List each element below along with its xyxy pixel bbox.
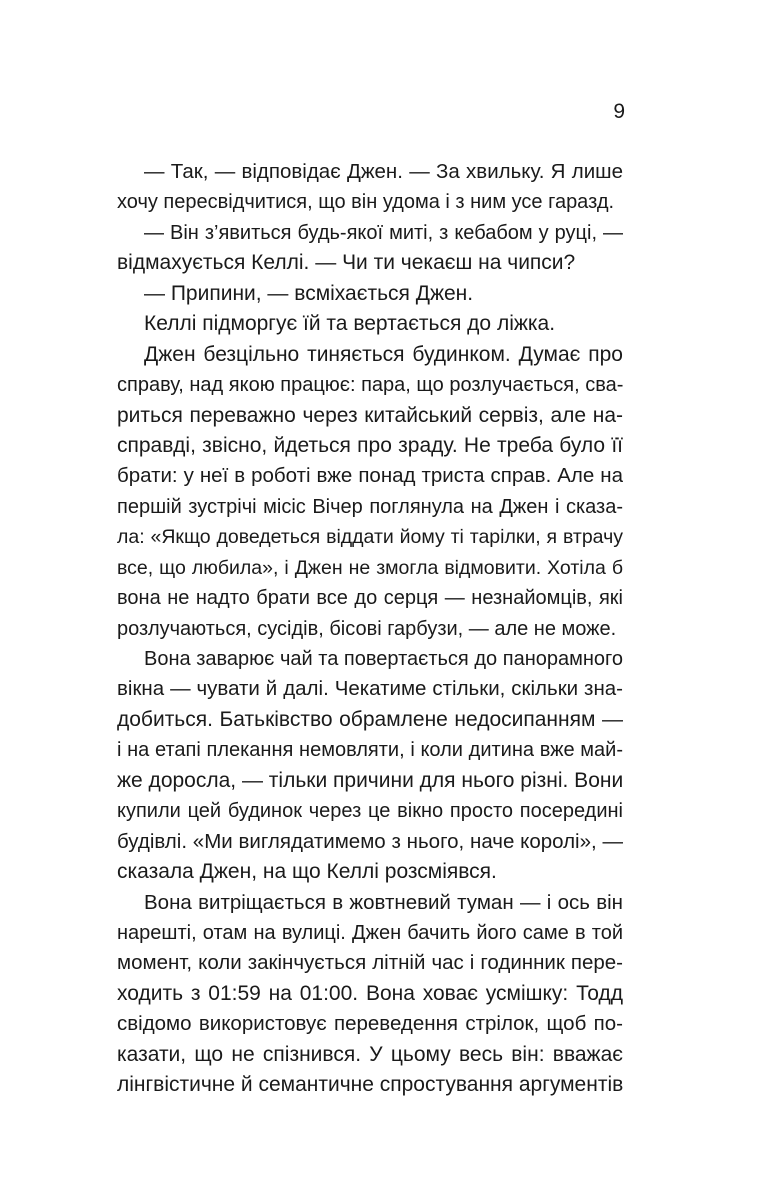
text-line: будівлі. «Ми виглядатимемо з нього, наче королі», — — [117, 829, 623, 853]
text-line: справді, звісно, йдеться про зраду. Не треба було її — [117, 433, 623, 457]
text-line: Вона заварює чай та повертається до панорамного — [144, 648, 623, 670]
text-line: брати: у неї в роботі вже понад триста справ. Але на — [117, 464, 623, 488]
text-line: свідомо використовує переведення стрілок, щоб по- — [117, 1012, 623, 1036]
text-line: Келлі підморгує їй та вертається до ліжка. — [144, 312, 556, 336]
text-line: купили цей будинок через це вікно просто посередині — [117, 800, 623, 823]
text-line: же доросла, — тільки причини для нього різні. Вони — [117, 768, 623, 792]
text-line: сказала Джен, на що Келлі розсміявся. — [117, 860, 497, 884]
text-line: нарешті, отам на вулиці. Джен бачить його саме в той — [117, 921, 623, 944]
text-line: справу, над якою працює: пара, що розлучається, сва- — [117, 374, 623, 397]
text-line: вікна — чувати й далі. Чекатиме стільки, скільки зна- — [117, 677, 623, 701]
text-line: вона не надто брати все до серця — незнайомців, які — [117, 587, 623, 610]
text-line: добиться. Батьківство обрамлене недосипанням — — [117, 707, 623, 731]
text-line: риться переважно через китайський сервіз, але на- — [117, 403, 623, 427]
text-line: ходить з 01:59 на 01:00. Вона ховає усмішку: Тодд — [117, 981, 623, 1005]
text-line: Джен безцільно тиняється будинком. Думає про — [144, 342, 623, 366]
body-text — [117, 157, 623, 1101]
text-line: все, що любила», і Джен не змогла відмовити. Хотіла б — [117, 556, 623, 579]
text-line: відмахується Келлі. — Чи ти чекаєш на чипси? — [117, 251, 576, 275]
page-number: 9 — [613, 100, 625, 123]
text-line: лінгвістичне й семантичне спростування аргументів — [117, 1073, 623, 1097]
text-line: — Він з’явиться будь-якої миті, з кебабом у руці, — — [144, 221, 623, 244]
text-line: ла: «Якщо доведеться віддати йому ті тарілки, я втрачу — [117, 526, 623, 549]
text-line: і на етапі плекання немовляти, і коли дитина вже май- — [117, 739, 623, 762]
text-line: — Так, — відповідає Джен. — За хвильку. Я лише — [144, 160, 623, 183]
text-line: першій зустрічі місіс Вічер поглянула на Джен і сказа- — [117, 495, 623, 518]
text-line: хочу пересвідчитися, що він удома і з ним усе гаразд. — [117, 191, 615, 214]
text-line: — Припини, — всміхається Джен. — [144, 281, 474, 305]
text-line: Вона витріщається в жовтневий туман — і ось він — [144, 890, 623, 914]
text-line: розлучаються, сусідів, бісові гарбузи, — але не може. — [117, 617, 617, 640]
text-line: казати, що не спізнився. У цьому весь він: вважає — [117, 1042, 623, 1066]
text-line: момент, коли закінчується літній час і годинник пере- — [117, 951, 623, 975]
